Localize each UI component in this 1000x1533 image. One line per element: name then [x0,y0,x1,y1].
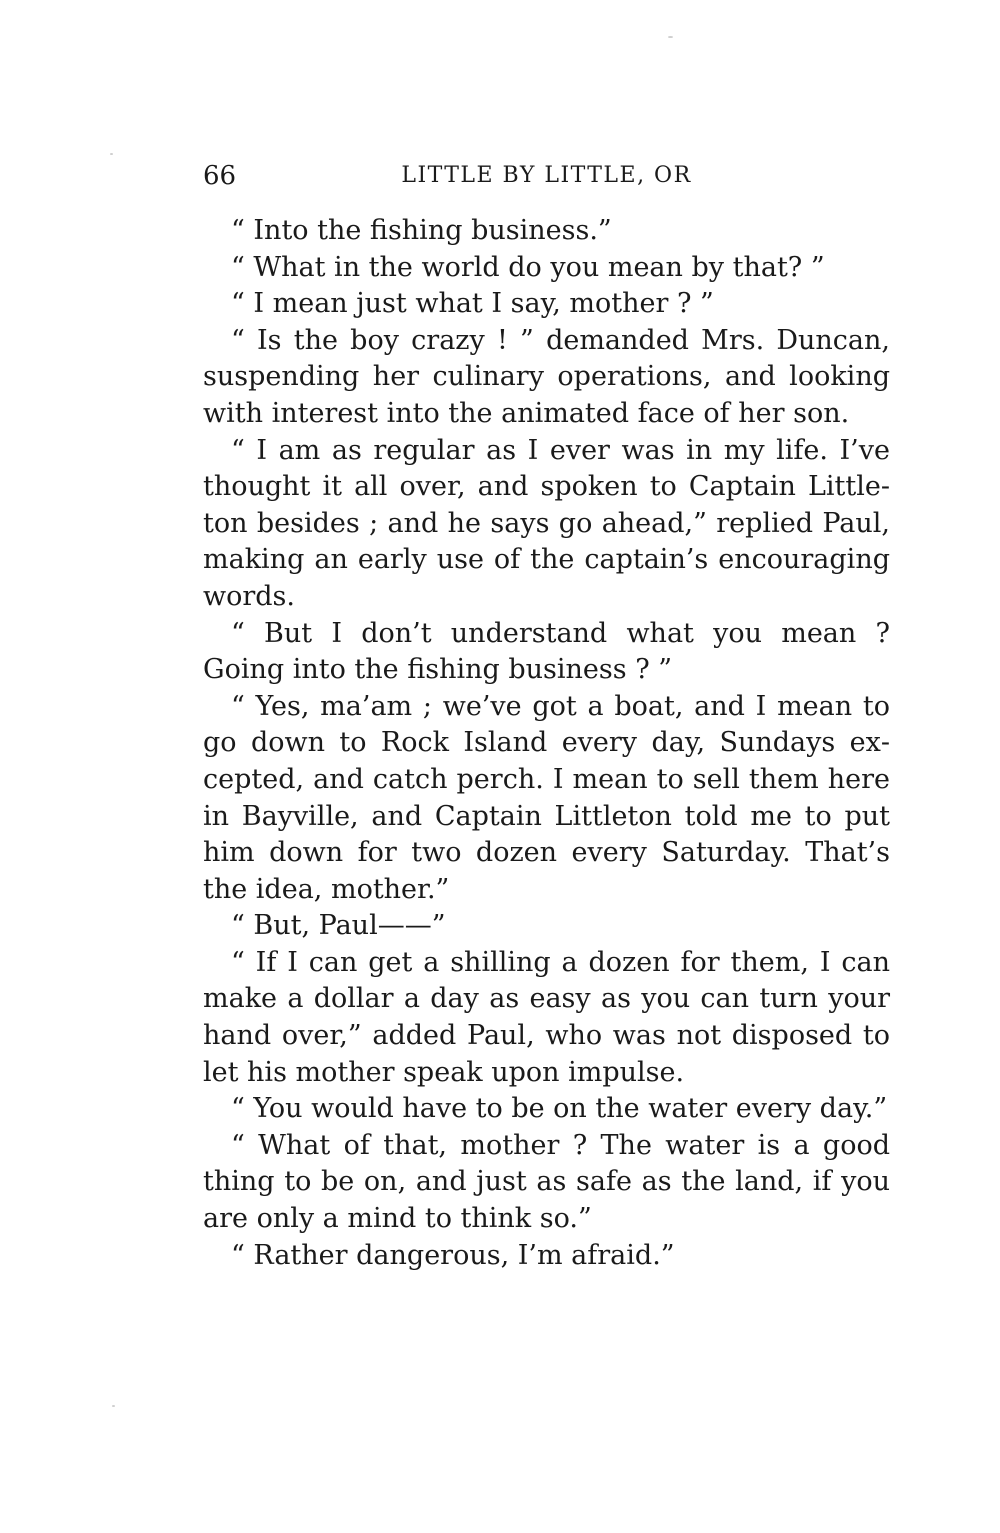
page-number: 66 [203,161,237,191]
paragraph: “ But, Paul——” [231,910,446,942]
paper-speck [110,153,113,155]
paragraph: “ Is the boy crazy ! ” demanded Mrs. Duncan, suspending her culinary operations, and looking with interest into the animated face of her son. [203,324,890,429]
paper-speck [668,36,673,38]
body-text [203,213,890,1274]
paragraph: “ You would have to be on the water every day.” [231,1093,888,1125]
paragraph: “ But I don’t understand what you mean ? Going into the fishing business ? ” [203,617,890,686]
running-title: LITTLE BY LITTLE, OR [401,163,692,188]
paragraph: “ Yes, ma’am ; we’ve got a boat, and I mean to go down to Rock Island every day, Sundays excepted, and catch perch. I mean to sell them here in Bayville, and Captain Littleton told me to put him down for two dozen every Saturday. That’s the idea, mother.” [203,690,890,905]
paper-speck [112,1405,115,1407]
paragraph: “ What of that, mother ? The water is a good thing to be on, and just as safe as the land, if you are only a mind to think so.” [203,1129,890,1235]
paragraph: “ Rather dangerous, I’m afraid.” [231,1239,675,1271]
page-header [203,158,890,194]
paragraph: “ Into the fishing business.” [231,215,612,246]
paragraph: “ I mean just what I say, mother ? ” [231,288,714,320]
paragraph: “ If I can get a shilling a dozen for them, I can make a dollar a day as easy as you can turn your hand over,” added Paul, who was not disposed to let his mother speak upon impulse. [203,946,890,1088]
paragraph: “ I am as regular as I ever was in my life. I’ve thought it all over, and spoken to Captain Littleton besides ; and he says go ahead,” replied Paul, making an early use of the captain’s encouraging words. [203,434,890,612]
paragraph: “ What in the world do you mean by that? ” [231,251,825,283]
